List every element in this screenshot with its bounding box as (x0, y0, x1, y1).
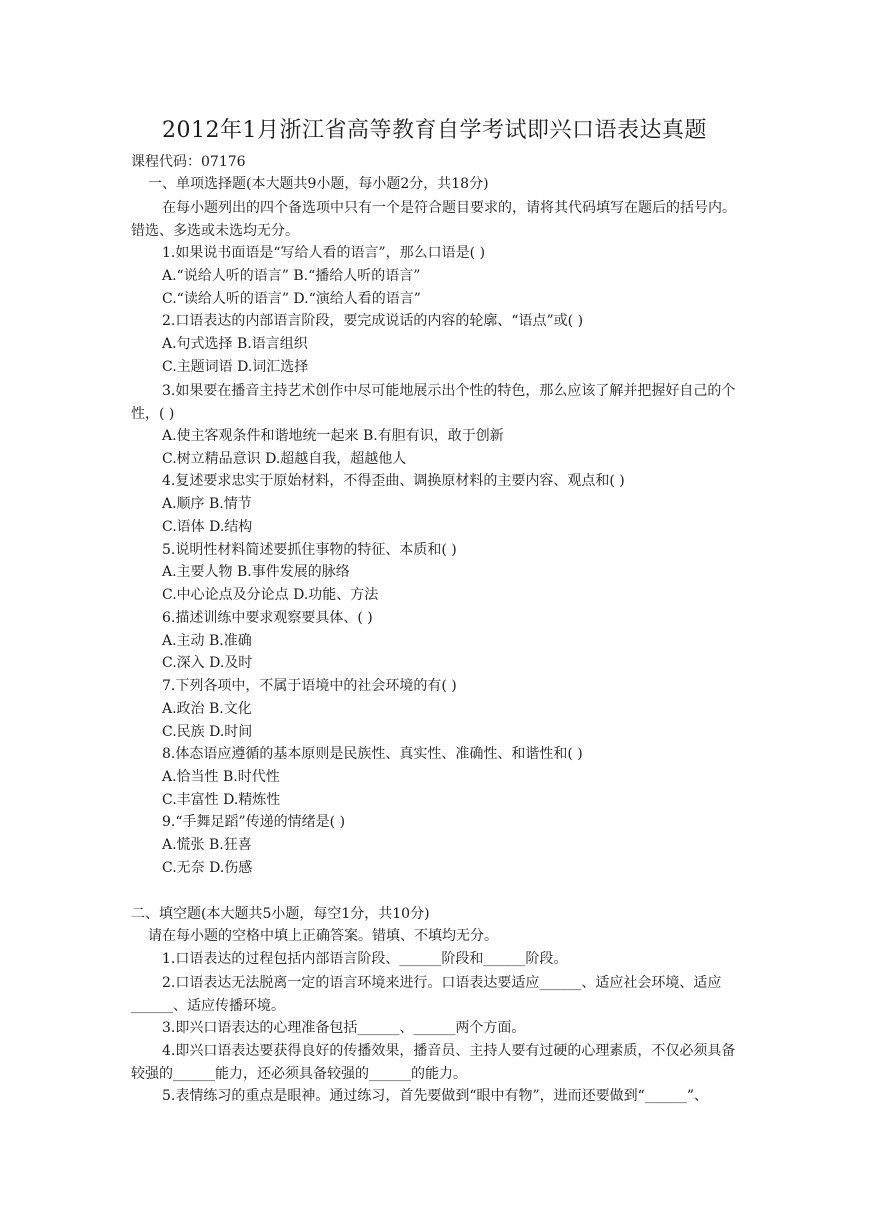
question-1-options-cd: C.“读给人听的语言” D.“演给人看的语言” (162, 291, 421, 307)
page-title: 2012年1月浙江省高等教育自学考试即兴口语表达真题 (162, 118, 707, 143)
question-1: 1.如果说书面语是“写给人看的语言”，那么口语是( ) (162, 245, 486, 261)
fill-item-4: 4.即兴口语表达要获得良好的传播效果，播音员、主持人要有过硬的心理素质，不仅必须具备较强的______能力，还必须具备较强的______的能力。 (131, 1043, 736, 1082)
question-9-options-ab: A.慌张 B.狂喜 (162, 837, 252, 853)
question-2: 2.口语表达的内部语言阶段，要完成说话的内容的轮廓、“语点”或( ) (162, 313, 584, 329)
question-2-options-cd: C.主题词语 D.词汇选择 (162, 359, 309, 375)
question-5-options-ab: A.主要人物 B.事件发展的脉络 (162, 564, 350, 580)
question-6-options-ab: A.主动 B.准确 (162, 633, 252, 649)
question-3-options-ab: A.使主客观条件和谐地统一起来 B.有胆有识，敢于创新 (162, 428, 504, 444)
section1-heading: 一、单项选择题(本大题共9小题，每小题2分，共18分) (148, 176, 489, 192)
section1-instruction: 在每小题列出的四个备选项中只有一个是符合题目要求的，请将其代码填写在题后的括号内。错选、多选或未选均无分。 (131, 200, 736, 239)
question-3-options-cd: C.树立精品意识 D.超越自我，超越他人 (162, 451, 407, 467)
question-5: 5.说明性材料简述要抓住事物的特征、本质和( ) (162, 542, 457, 558)
question-8-options-ab: A.恰当性 B.时代性 (162, 769, 280, 785)
question-9: 9.“手舞足蹈”传递的情绪是( ) (162, 814, 346, 830)
question-6-options-cd: C.深入 D.及时 (162, 655, 253, 671)
section2-heading: 二、填空题(本大题共5小题，每空1分，共10分) (131, 906, 430, 922)
question-4-options-ab: A.顺序 B.情节 (162, 496, 252, 512)
fill-item-3: 3.即兴口语表达的心理准备包括______、______两个方面。 (162, 1020, 526, 1036)
course-code: 课程代码：07176 (131, 154, 246, 170)
section2-instruction: 请在每小题的空格中填上正确答案。错填、不填均无分。 (148, 928, 498, 944)
question-8: 8.体态语应遵循的基本原则是民族性、真实性、准确性、和谐性和( ) (162, 746, 583, 762)
question-6: 6.描述训练中要求观察要具体、( ) (162, 610, 373, 626)
question-3: 3.如果要在播音主持艺术创作中尽可能地展示出个性的特色，那么应该了解并把握好自己的个性，( ) (131, 383, 736, 422)
question-9-options-cd: C.无奈 D.伤感 (162, 860, 253, 876)
fill-item-2: 2.口语表达无法脱离一定的语言环境来进行。口语表达要适应______、适应社会环境、适应______、适应传播环境。 (131, 975, 722, 1014)
question-4: 4.复述要求忠实于原始材料，不得歪曲、调换原材料的主要内容、观点和( ) (162, 473, 625, 489)
fill-item-1: 1.口语表达的过程包括内部语言阶段、______阶段和______阶段。 (162, 951, 568, 967)
question-4-options-cd: C.语体 D.结构 (162, 519, 253, 535)
question-7: 7.下列各项中，不属于语境中的社会环境的有( ) (162, 678, 457, 694)
question-7-options-ab: A.政治 B.文化 (162, 701, 252, 717)
question-2-options-ab: A.句式选择 B.语言组织 (162, 336, 308, 352)
question-8-options-cd: C.丰富性 D.精炼性 (162, 792, 281, 808)
fill-item-5: 5.表情练习的重点是眼神。通过练习，首先要做到“眼中有物”，进而还要做到“______”、 (162, 1088, 708, 1104)
question-7-options-cd: C.民族 D.时间 (162, 724, 253, 740)
question-1-options-ab: A.“说给人听的语言” B.“播给人听的语言” (162, 268, 421, 284)
question-5-options-cd: C.中心论点及分论点 D.功能、方法 (162, 587, 379, 603)
